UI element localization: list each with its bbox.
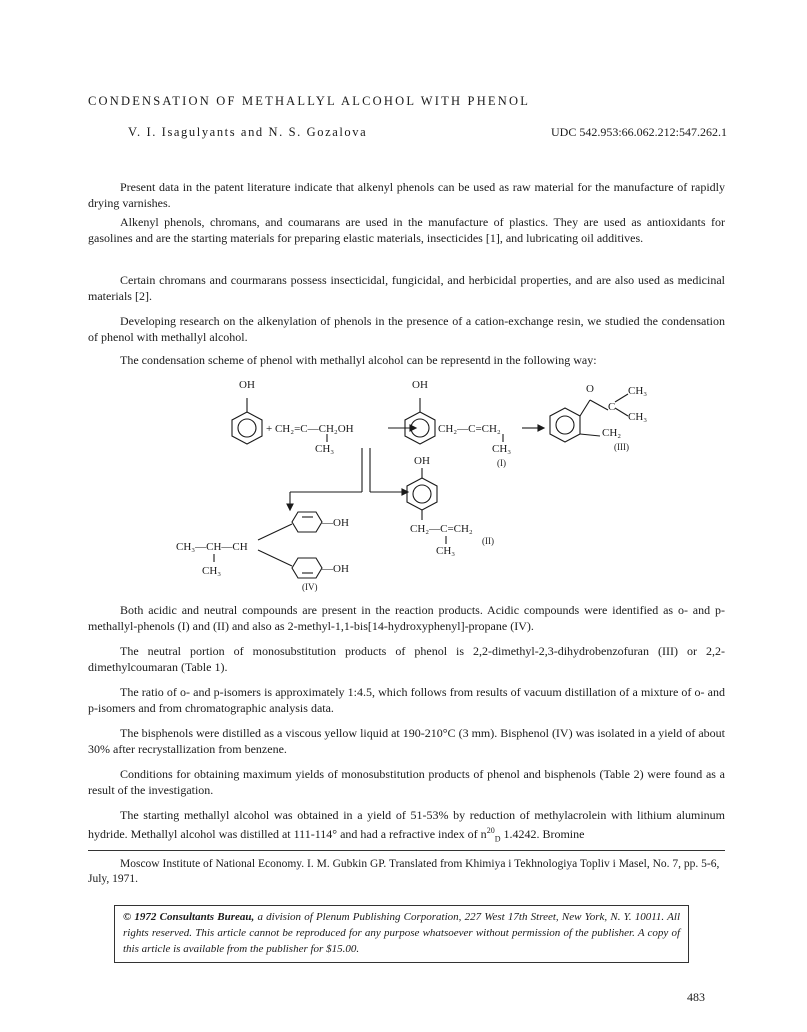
paragraph-10: Conditions for obtaining maximum yields of monosubstitution products of phenol and bisphenols (Table 2) were found as a result of the investigation. <box>88 767 725 797</box>
authors: V. I. Isagulyants and N. S. Gozalova <box>128 125 368 139</box>
label-iii: (III) <box>614 442 629 452</box>
paragraph-6: Both acidic and neutral compounds are present in the reaction products. Acidic compounds were identified as o- and p-methallyl-phenols (I) and (II) and also as 2-methyl-1,1-bis[14-hydroxyphenyl]-propane (IV). <box>88 603 725 633</box>
paragraph-11 <box>88 807 725 847</box>
refractive-index-line: D <box>494 834 501 844</box>
scheme-ch3-iii-a: CH₃ <box>628 385 648 397</box>
paragraph-8: The ratio of o- and p-isomers is approximately 1:4.5, which follows from results of vacuum distillation of a mixture of o- and p-isomers and from chromatographic analysis data. <box>88 685 725 715</box>
label-i: (I) <box>497 458 506 468</box>
copyright-holder: © 1972 Consultants Bureau, <box>123 911 255 923</box>
paragraph-7: The neutral portion of monosubstitution products of phenol is 2,2-dimethyl-2,3-dihydrobenzofuran (III) or 2,2-dimethylcoumaran (Table 1). <box>88 644 725 674</box>
scheme-ch3-reagent: CH₃ <box>315 443 335 455</box>
paragraph-1: Present data in the patent literature indicate that alkenyl phenols can be used as raw material for the manufacture of rapidly drying varnishes. <box>88 180 725 210</box>
paragraph-11-text-a: The starting methallyl alcohol was obtained in a yield of 51-53% by reduction of methylacrolein with lithium aluminum hydride. Methallyl alcohol was distilled at 111-114° and had a refractive index of n <box>88 808 725 841</box>
scheme-oh-i: OH <box>412 379 428 391</box>
paragraph-4: Developing research on the alkenylation of phenols in the presence of a cation-exchange resin, we studied the condensation of phenol with methallyl alcohol. <box>88 314 725 344</box>
copyright-notice <box>114 905 689 963</box>
page-number: 483 <box>687 990 705 1004</box>
footnote-divider <box>88 850 725 851</box>
udc-code: UDC 542.953:66.062.212:547.262.1 <box>550 125 727 139</box>
paragraph-3: Certain chromans and courmarans possess insecticidal, fungicidal, and herbicidal properties, and are also used as medicinal materials [2]. <box>88 273 725 303</box>
scheme-oh-phenol: OH <box>239 379 255 391</box>
scheme-iv-chain: CH₃—CH—CH <box>176 541 248 553</box>
ring-iii <box>550 408 580 442</box>
scheme-ch3-i: CH₃ <box>492 443 512 455</box>
ring-iv-upper <box>292 512 322 532</box>
paragraph-9: The bisphenols were distilled as a viscous yellow liquid at 190-210°C (3 mm). Bisphenol (IV) was isolated in a yield of about 30% after recrystallization from benzene. <box>88 726 725 756</box>
label-iv: (IV) <box>302 582 318 592</box>
scheme-ch3-iv: CH₃ <box>202 565 222 577</box>
scheme-ch3-ii: CH₃ <box>436 545 456 557</box>
scheme-ch2-group-ii: CH₂—C=CH₂ <box>410 523 473 535</box>
reaction-scheme <box>170 372 730 594</box>
scheme-c-iii: C <box>608 401 616 413</box>
article-title: CONDENSATION OF METHALLYL ALCOHOL WITH PHENOL <box>88 94 531 108</box>
paragraph-5: The condensation scheme of phenol with methallyl alcohol can be representd in the following way: <box>120 353 597 367</box>
label-ii: (II) <box>482 536 494 546</box>
scheme-oh-iv-lower: —OH <box>322 563 349 575</box>
ring-iv-lower <box>292 558 322 578</box>
phenol-ring <box>232 412 262 444</box>
scheme-oh-iv-upper: —OH <box>322 517 349 529</box>
scheme-ch3-iii-b: CH₃ <box>628 411 648 423</box>
scheme-reagent: + CH₂=C—CH₂OH <box>266 423 354 435</box>
scheme-oh-ii: OH <box>414 455 430 467</box>
paragraph-11-text-b: 1.4242. Bromine <box>500 827 585 841</box>
ring-ii <box>407 478 437 510</box>
paragraph-2: Alkenyl phenols, chromans, and coumarans are used in the manufacture of plastics. They are used as antioxidants for gasolines and are the starting materials for preparing elastic materials, insecticides [1], and lubricating oil additives. <box>88 215 725 245</box>
affiliation-footnote: Moscow Institute of National Economy. I. M. Gubkin GP. Translated from Khimiya i Tekhnologiya Topliv i Masel, No. 7, pp. 5-6, July, 1971. <box>88 858 720 885</box>
copyright-text: a division of Plenum Publishing Corporation, 227 West 17th Street, New York, N. Y. 10011. All rights reserved. This article cannot be reproduced for any purpose whatsoever without permission of the publisher. A copy of this article is available from the publisher for $15.00. <box>123 911 681 955</box>
scheme-ch2-group-i: CH₂—C=CH₂ <box>438 423 501 435</box>
scheme-ch2-iii: CH₂ <box>602 427 622 439</box>
scheme-o-iii: O <box>586 383 594 395</box>
refractive-index-temperature: 20 <box>486 826 495 835</box>
